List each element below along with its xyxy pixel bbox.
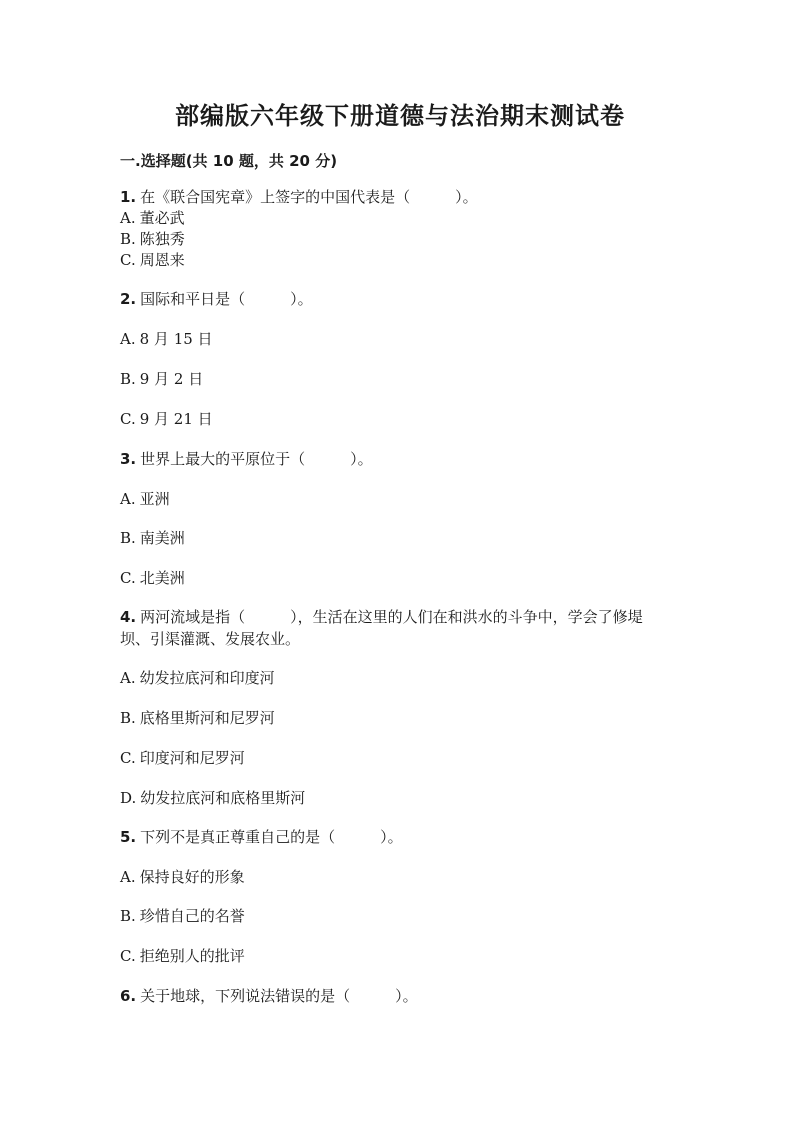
option-letter: B. (120, 230, 136, 248)
question-4-option-d[interactable] (120, 787, 305, 809)
question-number: 4. (120, 608, 137, 626)
exam-title: 部编版六年级下册道德与法治期末测试卷 (175, 102, 625, 130)
question-4-option-c[interactable] (120, 747, 245, 769)
option-letter: A. (120, 490, 136, 508)
option-text: 陈独秀 (139, 230, 185, 248)
option-text: 印度河和尼罗河 (139, 749, 245, 767)
question-1-option-a[interactable] (120, 207, 185, 229)
option-text: 珍惜自己的名誉 (139, 907, 245, 925)
question-2-option-a[interactable] (120, 328, 213, 350)
question-number: 5. (120, 828, 137, 846)
question-2-option-c[interactable] (120, 408, 213, 430)
option-text: 保持良好的形象 (139, 868, 245, 886)
question-3-option-c[interactable] (120, 567, 185, 589)
option-letter: C. (120, 569, 136, 587)
question-number: 2. (120, 290, 137, 308)
question-text: 下列不是真正尊重自己的是（ ）。 (140, 828, 403, 846)
option-text: 8 月 15 日 (139, 330, 213, 348)
question-5-option-b[interactable] (120, 905, 245, 927)
question-text: 世界上最大的平原位于（ ）。 (140, 450, 373, 468)
question-4-option-a[interactable] (120, 667, 275, 689)
option-text: 9 月 2 日 (139, 370, 204, 388)
question-5 (120, 826, 403, 848)
question-1-option-b[interactable] (120, 228, 185, 250)
question-number: 1. (120, 188, 137, 206)
question-text: 在《联合国宪章》上签字的中国代表是（ ）。 (140, 188, 478, 206)
option-letter: D. (120, 789, 137, 807)
option-letter: B. (120, 529, 136, 547)
question-number: 6. (120, 987, 137, 1005)
question-2-option-b[interactable] (120, 368, 203, 390)
option-letter: A. (120, 330, 136, 348)
question-4-continued: 坝、引渠灌溉、发展农业。 (120, 630, 301, 648)
option-text: 9 月 21 日 (139, 410, 213, 428)
question-text: 两河流域是指（ ），生活在这里的人们在和洪水的斗争中，学会了修堤 (140, 608, 643, 626)
question-6 (120, 985, 418, 1007)
question-1-option-c[interactable] (120, 249, 185, 271)
question-5-option-a[interactable] (120, 866, 245, 888)
option-letter: C. (120, 251, 136, 269)
option-letter: B. (120, 709, 136, 727)
question-4 (120, 606, 643, 628)
option-text: 南美洲 (139, 529, 185, 547)
option-text: 拒绝别人的批评 (139, 947, 245, 965)
question-5-option-c[interactable] (120, 945, 245, 967)
option-letter: B. (120, 907, 136, 925)
question-3-option-b[interactable] (120, 527, 185, 549)
question-3-option-a[interactable] (120, 488, 170, 510)
question-text: 关于地球，下列说法错误的是（ ）。 (140, 987, 418, 1005)
option-letter: C. (120, 410, 136, 428)
question-4-option-b[interactable] (120, 707, 275, 729)
option-text: 北美洲 (139, 569, 185, 587)
option-letter: A. (120, 209, 136, 227)
option-text: 底格里斯河和尼罗河 (139, 709, 275, 727)
question-3 (120, 448, 373, 470)
option-text: 幼发拉底河和底格里斯河 (140, 789, 306, 807)
question-2 (120, 288, 313, 310)
option-text: 亚洲 (139, 490, 170, 508)
option-text: 董必武 (139, 209, 185, 227)
option-letter: C. (120, 749, 136, 767)
section-heading: 一.选择题(共 10 题，共 20 分) (120, 152, 338, 170)
option-letter: A. (120, 868, 136, 886)
option-letter: A. (120, 669, 136, 687)
option-letter: B. (120, 370, 136, 388)
question-text: 国际和平日是（ ）。 (140, 290, 313, 308)
question-1 (120, 186, 478, 208)
question-number: 3. (120, 450, 137, 468)
option-text: 周恩来 (139, 251, 185, 269)
option-text: 幼发拉底河和印度河 (139, 669, 275, 687)
option-letter: C. (120, 947, 136, 965)
